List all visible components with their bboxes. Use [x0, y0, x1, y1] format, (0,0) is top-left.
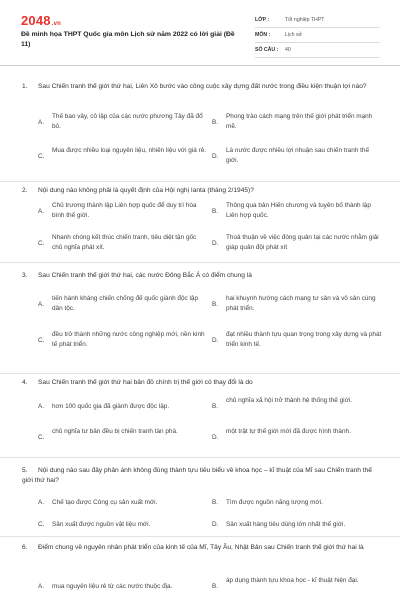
question-5: [0, 459, 400, 537]
question-number: 3.: [22, 272, 28, 279]
question-4: [0, 375, 400, 458]
question-number: 1.: [22, 83, 28, 90]
option-letter: A.: [38, 301, 45, 308]
question-text: [22, 271, 382, 281]
question-number: 4.: [22, 379, 28, 386]
meta-value: Lịch sử: [285, 32, 303, 38]
question-number: 5.: [22, 467, 28, 474]
option-letter: B.: [212, 301, 219, 308]
option-letter: D.: [212, 521, 219, 528]
option-letter: A.: [38, 583, 45, 590]
question-text: [22, 543, 382, 553]
question-body: Điểm chung về nguyên nhân phát triển của kinh tế của Mĩ, Tây Âu, Nhật Bản sau Chiến tranh thế giới thứ hai là: [38, 544, 364, 551]
document-meta: [255, 13, 380, 58]
logo-suffix: .vn: [51, 21, 62, 27]
option-text: Chủ trương thành lập Liên hợp quốc để duy trì hòa bình thế giới.: [52, 202, 197, 219]
site-logo[interactable]: [21, 13, 61, 28]
meta-label: SỐ CÂU :: [255, 47, 279, 53]
meta-row-subject: [255, 28, 380, 43]
question-body: Nội dung nào sau đây phản ánh không đúng thành tựu tiêu biểu về khoa học – kĩ thuật của Mĩ sau Chiến tranh thế giới thứ hai?: [22, 467, 372, 485]
option-text: Mua được nhiều loại nguyên liệu, nhiên liệu với giá rẻ.: [52, 147, 207, 154]
option-text: Phong trào cách mạng trên thế giới phát triển mạnh mẽ.: [226, 113, 373, 130]
option-letter: D.: [212, 434, 219, 441]
meta-label: LỚP :: [255, 17, 270, 23]
option-letter: C.: [38, 153, 45, 160]
question-text: [22, 186, 382, 196]
question-3: [0, 264, 400, 374]
option-text: một trật tự thế giới mới đã được hình thành.: [226, 428, 351, 435]
option-letter: B.: [212, 208, 219, 215]
document-title: Đề minh họa THPT Quốc gia môn Lịch sử năm 2022 có lời giải (Đề 11): [21, 31, 235, 48]
option-text: Thế bao vây, cô lập của các nước phương Tây đã đổ bỏ.: [52, 113, 203, 130]
option-letter: B.: [212, 119, 219, 126]
meta-label: MÔN :: [255, 32, 271, 38]
option-text: Là nước được nhiều lợi nhuận sau chiến tranh thế giới.: [226, 147, 369, 164]
question-number: 2.: [22, 187, 28, 194]
option-letter: B.: [212, 403, 219, 410]
option-text: Tìm được nguồn năng lượng mới.: [226, 499, 323, 506]
option-letter: C.: [38, 434, 45, 441]
document-header: [0, 0, 400, 66]
meta-value: 40: [285, 47, 291, 53]
logo-text: 2048: [21, 13, 51, 28]
option-letter: C.: [38, 521, 45, 528]
question-2: [0, 183, 400, 263]
option-text: Sản xuất hàng tiêu dùng lớn nhất thế giới.: [226, 521, 346, 528]
question-text: [22, 378, 382, 388]
option-text: đạt nhiều thành tựu quan trọng trong xây dựng và phát triển kinh tế.: [226, 331, 382, 348]
option-text: Sản xuất được nguồn vật liệu mới.: [52, 521, 151, 528]
meta-row-count: [255, 43, 380, 58]
question-text: [22, 82, 382, 92]
option-text: đều trở thành những nước công nghiệp mới, nền kinh tế phát triển.: [52, 331, 205, 348]
option-text: tiến hành kháng chiến chống đế quốc giành độc lập dân tộc.: [52, 295, 199, 312]
option-text: mua nguyên liệu rẻ từ các nước thuộc địa.: [52, 583, 173, 590]
question-body: Nội dung nào không phải là quyết định của Hội nghị Ianta (tháng 2/1945)?: [38, 187, 254, 194]
option-letter: A.: [38, 403, 45, 410]
meta-value: Tốt nghiệp THPT: [285, 17, 325, 23]
question-number: 6.: [22, 544, 28, 551]
option-letter: A.: [38, 499, 45, 506]
question-1: [0, 80, 400, 182]
option-text: hai khuynh hướng cách mạng tư sản và vô sản cùng phát triển.: [226, 295, 376, 312]
option-letter: A.: [38, 119, 45, 126]
question-body: Sau Chiến tranh thế giới thứ hai bản đồ chính trị thế giới có thay đổi là do: [38, 379, 253, 386]
option-text: hơn 100 quốc gia đã giành được độc lập.: [52, 403, 170, 410]
option-letter: C.: [38, 240, 45, 247]
question-text: [22, 466, 382, 486]
option-text: Thông qua bản Hiến chương và tuyên bố thành lập Liên hợp quốc.: [226, 202, 371, 219]
option-letter: D.: [212, 153, 219, 160]
option-letter: C.: [38, 337, 45, 344]
option-letter: D.: [212, 240, 219, 247]
option-text: chủ nghĩa xã hội trở thành hệ thống thế giới.: [226, 397, 352, 404]
option-text: Chế tạo được Công cụ sản xuất mới.: [52, 499, 158, 506]
option-text: Nhanh chóng kết thúc chiến tranh, tiêu diệt tận gốc chủ nghĩa phát xít.: [52, 234, 197, 251]
question-body: Sau Chiến tranh thế giới thứ hai, Liên Xô bước vào công cuộc xây dựng đất nước trong điều kiện thuận lợi nào?: [38, 83, 367, 90]
option-text: chủ nghĩa tư bản đều bị chiến tranh tàn phá.: [52, 428, 178, 435]
option-letter: B.: [212, 499, 219, 506]
option-letter: D.: [212, 337, 219, 344]
option-text: Thoả thuận về việc đóng quân tại các nước nhằm giải giáp quân đội phát xít: [226, 234, 379, 251]
meta-row-class: [255, 13, 380, 28]
question-body: Sau Chiến tranh thế giới thứ hai, các nước Đông Bắc Á có điểm chung là: [38, 272, 252, 279]
question-6: [0, 538, 400, 600]
option-text: áp dụng thành tựu khoa học - kĩ thuật hiện đại.: [226, 577, 359, 584]
option-letter: B.: [212, 583, 219, 590]
option-letter: A.: [38, 208, 45, 215]
